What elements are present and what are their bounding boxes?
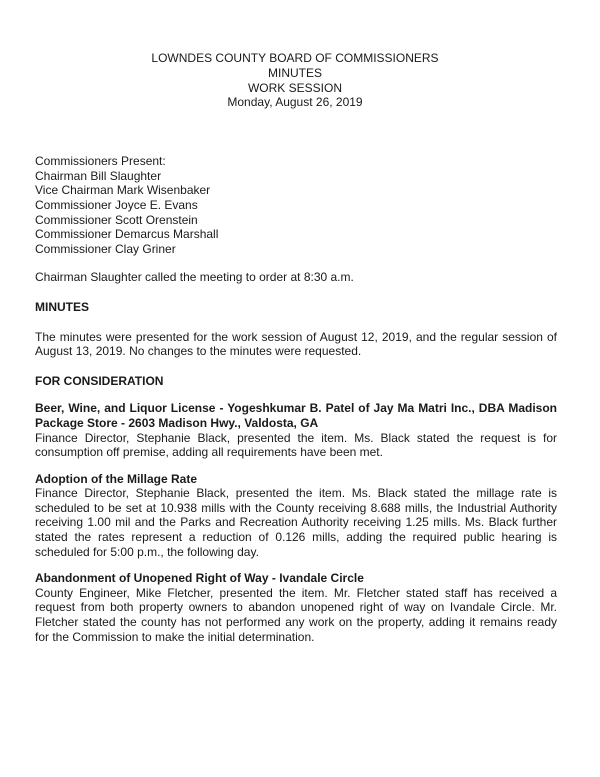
attendees-label: Commissioners Present: <box>35 154 166 169</box>
attendee: Chairman Bill Slaughter <box>35 168 162 183</box>
agenda-item-title: Adoption of the Millage Rate <box>35 471 197 486</box>
attendee: Commissioner Demarcus Marshall <box>35 227 219 242</box>
agenda-item-title: Beer, Wine, and Liquor License - Yogeshkumar B. Patel of Jay Ma Matri Inc., DBA Madison Package Store - 2603 Madison Hwy., Valdosta, GA <box>35 401 557 430</box>
agenda-item-right-of-way <box>35 571 557 644</box>
section-heading-minutes: MINUTES <box>35 299 89 314</box>
session-type: WORK SESSION <box>247 80 342 95</box>
attendee: Commissioner Scott Orenstein <box>35 212 198 227</box>
agenda-item-body: Finance Director, Stephanie Black, presented the item. Ms. Black stated the request is for consumption off premise, adding all requirements have been met. <box>35 430 557 460</box>
agenda-item-millage-rate <box>35 472 557 560</box>
section-heading-consideration: FOR CONSIDERATION <box>35 373 164 388</box>
agenda-item-title: Abandonment of Unopened Right of Way - Ivandale Circle <box>35 571 364 586</box>
attendee: Commissioner Clay Griner <box>35 241 176 256</box>
meeting-date: Monday, August 26, 2019 <box>227 95 363 110</box>
document-header <box>33 51 557 110</box>
minutes-body: The minutes were presented for the work session of August 12, 2019, and the regular session of August 13, 2019. No changes to the minutes were requested. <box>35 329 557 359</box>
minutes-section <box>35 300 557 359</box>
attendee: Vice Chairman Mark Wisenbaker <box>35 183 211 198</box>
agenda-item-liquor-license <box>35 401 557 459</box>
consideration-section <box>35 374 557 645</box>
attendee: Commissioner Joyce E. Evans <box>35 197 198 212</box>
attendees-list <box>35 154 557 256</box>
call-to-order: Chairman Slaughter called the meeting to order at 8:30 a.m. <box>35 270 354 285</box>
document-type: MINUTES <box>268 65 322 80</box>
organization-name: LOWNDES COUNTY BOARD OF COMMISSIONERS <box>151 51 439 65</box>
agenda-item-body: County Engineer, Mike Fletcher, presented the item. Mr. Fletcher stated staff has received a request from both property owners to abandon unopened right of way on Ivandale Circle. Mr. Fletcher stated the county has not performed any work on the property, adding it remains ready for the Commission to make the initial determination. <box>35 585 557 644</box>
agenda-item-body: Finance Director, Stephanie Black, presented the item. Ms. Black stated the millage rate is scheduled to be set at 10.938 mills with the County receiving 8.688 mills, the Industrial Authority receiving 1.00 mil and the Parks and Recreation Authority receiving 1.25 mills. Ms. Black further stated the rates represent a reduction of 0.126 mills, adding the required public hearing is scheduled for 5:00 p.m., the following day. <box>35 486 557 559</box>
document-page <box>35 51 557 644</box>
